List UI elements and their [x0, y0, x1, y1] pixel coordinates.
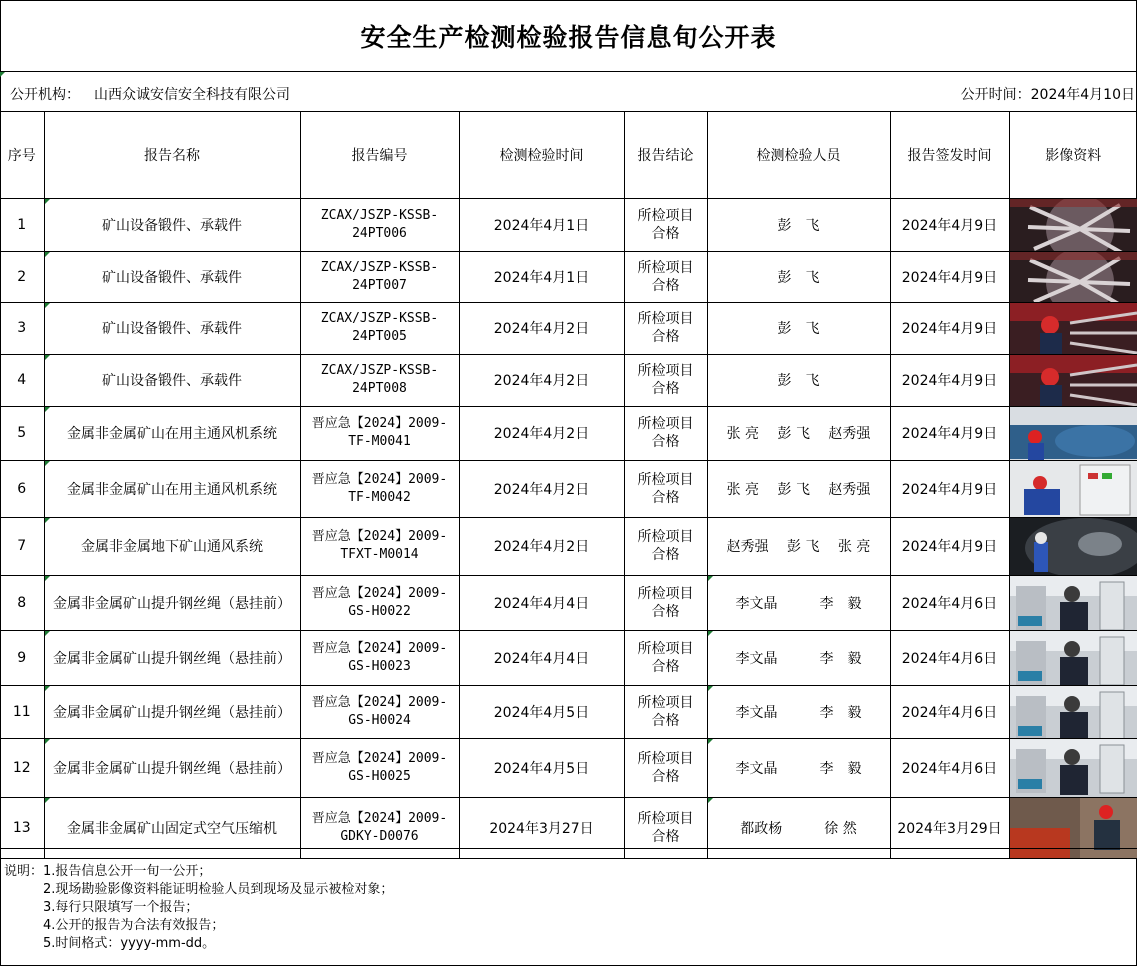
conclusion-line: 所检项目: [637, 259, 694, 276]
table-row: [0, 517, 1137, 575]
table-row: [0, 685, 1137, 738]
issue-date: 2024年4月9日: [890, 251, 1009, 302]
issue-date: 2024年4月9日: [890, 517, 1009, 575]
issue-date: 2024年3月29日: [890, 797, 1009, 858]
conclusion-line: 合格: [651, 434, 680, 450]
conclusion-line: 所检项目: [637, 640, 694, 657]
conclusion-line: 所检项目: [637, 810, 694, 827]
report-code-line: 晋应急【2024】2009-: [311, 694, 448, 710]
lab-testing-photo: [1010, 576, 1137, 630]
report-name: 金属非金属矿山提升钢丝绳（悬挂前）: [44, 575, 300, 630]
publish-date: 公开时间：2024年4月10日: [960, 87, 1135, 103]
table-row: [0, 302, 1137, 354]
table-row: [0, 738, 1137, 797]
row-number: 5: [0, 406, 44, 460]
report-code-line: 24PT005: [352, 329, 407, 344]
report-code: [300, 406, 459, 460]
issue-date: 2024年4月9日: [890, 406, 1009, 460]
report-code: [300, 198, 459, 251]
report-name: 金属非金属矿山提升钢丝绳（悬挂前）: [44, 738, 300, 797]
image-cell: [1009, 517, 1137, 575]
report-code-line: 晋应急【2024】2009-: [311, 471, 448, 487]
report-code-line: ZCAX/JSZP-KSSB-: [320, 259, 439, 275]
issue-date: 2024年4月9日: [890, 198, 1009, 251]
report-name: 金属非金属矿山提升钢丝绳（悬挂前）: [44, 685, 300, 738]
report-code-line: TF-M0042: [348, 489, 411, 505]
inspectors: 李文晶 李 毅: [707, 630, 890, 685]
conclusion-line: 合格: [651, 603, 680, 620]
page-title: 安全生产检测检验报告信息旬公开表: [0, 0, 1137, 72]
report-conclusion: [624, 630, 707, 685]
cell-marker: [0, 72, 5, 77]
conclusion-line: 合格: [651, 768, 680, 785]
inspection-date: 2024年4月4日: [459, 575, 624, 630]
image-cell: [1009, 460, 1137, 517]
lab-testing-photo: [1010, 739, 1137, 797]
conclusion-line: 所检项目: [637, 750, 694, 767]
report-code-line: ZCAX/JSZP-KSSB-: [320, 311, 439, 326]
note-line: 说明：1.报告信息公开一旬一公开；: [4, 864, 212, 879]
control-cabinet-photo: [1010, 461, 1137, 517]
issue-date: 2024年4月9日: [890, 302, 1009, 354]
report-code-line: 晋应急【2024】2009-: [311, 750, 448, 766]
inspector-red-helmet-photo: [1010, 355, 1137, 406]
org-label: 公开机构：: [10, 87, 80, 103]
table-row: [0, 198, 1137, 251]
report-conclusion: [624, 685, 707, 738]
report-code-line: 24PT007: [352, 277, 407, 293]
issue-date: 2024年4月9日: [890, 354, 1009, 406]
report-conclusion: [624, 517, 707, 575]
report-name: 金属非金属矿山固定式空气压缩机: [44, 797, 300, 858]
conclusion-line: 合格: [651, 277, 680, 294]
inspection-date: 2024年4月2日: [459, 406, 624, 460]
issue-date: 2024年4月6日: [890, 630, 1009, 685]
report-code-line: 晋应急【2024】2009-: [311, 416, 448, 431]
report-name: 矿山设备锻件、承载件: [44, 251, 300, 302]
note-line: 5.时间格式：yyyy-mm-dd。: [43, 936, 216, 951]
tunnel-photo: [1010, 518, 1137, 575]
inspection-date: 2024年4月2日: [459, 460, 624, 517]
image-cell: [1009, 738, 1137, 797]
row-number: 2: [0, 251, 44, 302]
note-line: 2.现场勘验影像资料能证明检验人员到现场及显示被检对象；: [43, 882, 394, 897]
inspectors: 李文晶 李 毅: [707, 738, 890, 797]
column-header: 报告名称: [44, 112, 300, 198]
report-code: [300, 630, 459, 685]
conclusion-line: 所检项目: [637, 585, 694, 602]
inspectors: 赵秀强 彭 飞 张 亮: [707, 517, 890, 575]
report-code: [300, 460, 459, 517]
notes-section: [0, 848, 1137, 966]
inspection-date: 2024年4月1日: [459, 198, 624, 251]
inspection-date: 2024年4月2日: [459, 302, 624, 354]
table-row: [0, 406, 1137, 460]
row-number: 13: [0, 797, 44, 858]
fan-blades-photo: [1010, 199, 1137, 251]
column-header: 检测检验人员: [707, 112, 890, 198]
conclusion-line: 合格: [651, 329, 680, 345]
conclusion-line: 合格: [651, 658, 680, 675]
report-code-line: 晋应急【2024】2009-: [311, 810, 448, 826]
inspectors: 都政杨 徐 然: [707, 797, 890, 858]
report-code: [300, 685, 459, 738]
column-header: 检测检验时间: [459, 112, 624, 198]
inspection-date: 2024年4月2日: [459, 354, 624, 406]
conclusion-line: 所检项目: [637, 471, 694, 488]
issue-date: 2024年4月6日: [890, 685, 1009, 738]
conclusion-line: 所检项目: [637, 694, 694, 711]
report-code: [300, 251, 459, 302]
report-code-line: TFXT-M0014: [340, 547, 419, 562]
conclusion-line: 所检项目: [637, 529, 694, 545]
note-line: 3.每行只限填写一个报告；: [43, 900, 199, 915]
ventilation-fan-photo: [1010, 407, 1137, 460]
inspectors: 李文晶 李 毅: [707, 575, 890, 630]
report-name: 金属非金属矿山在用主通风机系统: [44, 460, 300, 517]
report-code-line: 晋应急【2024】2009-: [311, 529, 448, 544]
report-conclusion: [624, 198, 707, 251]
lab-testing-photo: [1010, 686, 1137, 738]
inspection-date: 2024年4月5日: [459, 685, 624, 738]
table-header-row: [0, 112, 1137, 198]
info-row: [0, 72, 1137, 112]
row-number: 12: [0, 738, 44, 797]
table-row: [0, 354, 1137, 406]
report-name: 金属非金属矿山提升钢丝绳（悬挂前）: [44, 630, 300, 685]
inspection-date: 2024年4月1日: [459, 251, 624, 302]
report-code-line: 晋应急【2024】2009-: [311, 640, 448, 656]
inspectors: 彭 飞: [707, 251, 890, 302]
conclusion-line: 合格: [651, 489, 680, 506]
report-table: [0, 112, 1137, 859]
issue-date: 2024年4月6日: [890, 738, 1009, 797]
report-code: [300, 354, 459, 406]
inspectors: 张 亮 彭 飞 赵秀强: [707, 460, 890, 517]
inspection-date: 2024年4月2日: [459, 517, 624, 575]
fan-blades-photo: [1010, 252, 1137, 302]
inspection-date: 2024年3月27日: [459, 797, 624, 858]
report-code-line: ZCAX/JSZP-KSSB-: [320, 363, 439, 378]
image-cell: [1009, 406, 1137, 460]
report-conclusion: [624, 406, 707, 460]
report-code-line: TF-M0041: [348, 434, 411, 449]
row-number: 3: [0, 302, 44, 354]
report-code: [300, 517, 459, 575]
row-number: 6: [0, 460, 44, 517]
report-code: [300, 302, 459, 354]
report-code-line: 晋应急【2024】2009-: [311, 585, 448, 601]
image-cell: [1009, 630, 1137, 685]
conclusion-line: 合格: [651, 225, 680, 242]
report-conclusion: [624, 460, 707, 517]
report-conclusion: [624, 738, 707, 797]
lab-testing-photo: [1010, 631, 1137, 685]
report-name: 矿山设备锻件、承载件: [44, 198, 300, 251]
conclusion-line: 合格: [651, 547, 680, 563]
image-cell: [1009, 685, 1137, 738]
image-cell: [1009, 198, 1137, 251]
report-code-line: 24PT006: [352, 225, 407, 241]
org-name: 山西众诚安信安全科技有限公司: [94, 87, 290, 103]
row-number: 9: [0, 630, 44, 685]
inspectors: 彭 飞: [707, 354, 890, 406]
column-header: 报告编号: [300, 112, 459, 198]
table-row: [0, 630, 1137, 685]
column-header: 影像资料: [1009, 112, 1137, 198]
conclusion-line: 合格: [651, 828, 680, 845]
report-code-line: 24PT008: [352, 381, 407, 396]
image-cell: [1009, 575, 1137, 630]
inspection-date: 2024年4月5日: [459, 738, 624, 797]
table-row: [0, 575, 1137, 630]
note-line: 4.公开的报告为合法有效报告；: [43, 918, 225, 933]
conclusion-line: 所检项目: [637, 207, 694, 224]
conclusion-line: 所检项目: [637, 311, 694, 327]
table-row: [0, 251, 1137, 302]
column-header: 报告签发时间: [890, 112, 1009, 198]
report-name: 矿山设备锻件、承载件: [44, 354, 300, 406]
report-conclusion: [624, 302, 707, 354]
report-code-line: GS-H0022: [348, 603, 411, 619]
table-row: [0, 460, 1137, 517]
report-code: [300, 738, 459, 797]
report-code-line: GS-H0024: [348, 712, 411, 728]
report-name: 矿山设备锻件、承载件: [44, 302, 300, 354]
report-conclusion: [624, 251, 707, 302]
issue-date: 2024年4月6日: [890, 575, 1009, 630]
inspectors: 彭 飞: [707, 302, 890, 354]
report-name: 金属非金属地下矿山通风系统: [44, 517, 300, 575]
report-conclusion: [624, 354, 707, 406]
image-cell: [1009, 302, 1137, 354]
image-cell: [1009, 251, 1137, 302]
publishing-org: [10, 84, 290, 104]
report-code: [300, 575, 459, 630]
column-header: 序号: [0, 112, 44, 198]
row-number: 1: [0, 198, 44, 251]
issue-date: 2024年4月9日: [890, 460, 1009, 517]
inspectors: 张 亮 彭 飞 赵秀强: [707, 406, 890, 460]
conclusion-line: 所检项目: [637, 363, 694, 379]
report-code-line: GS-H0025: [348, 768, 411, 784]
conclusion-line: 所检项目: [637, 416, 694, 432]
report-conclusion: [624, 575, 707, 630]
report-code-line: GDKY-D0076: [340, 828, 419, 844]
report-code-line: GS-H0023: [348, 658, 411, 674]
column-header: 报告结论: [624, 112, 707, 198]
report-code-line: ZCAX/JSZP-KSSB-: [320, 207, 439, 223]
inspection-date: 2024年4月4日: [459, 630, 624, 685]
inspectors: 李文晶 李 毅: [707, 685, 890, 738]
inspector-red-helmet-photo: [1010, 303, 1137, 354]
inspectors: 彭 飞: [707, 198, 890, 251]
image-cell: [1009, 354, 1137, 406]
row-number: 8: [0, 575, 44, 630]
conclusion-line: 合格: [651, 712, 680, 729]
report-name: 金属非金属矿山在用主通风机系统: [44, 406, 300, 460]
row-number: 11: [0, 685, 44, 738]
row-number: 4: [0, 354, 44, 406]
row-number: 7: [0, 517, 44, 575]
conclusion-line: 合格: [651, 381, 680, 397]
